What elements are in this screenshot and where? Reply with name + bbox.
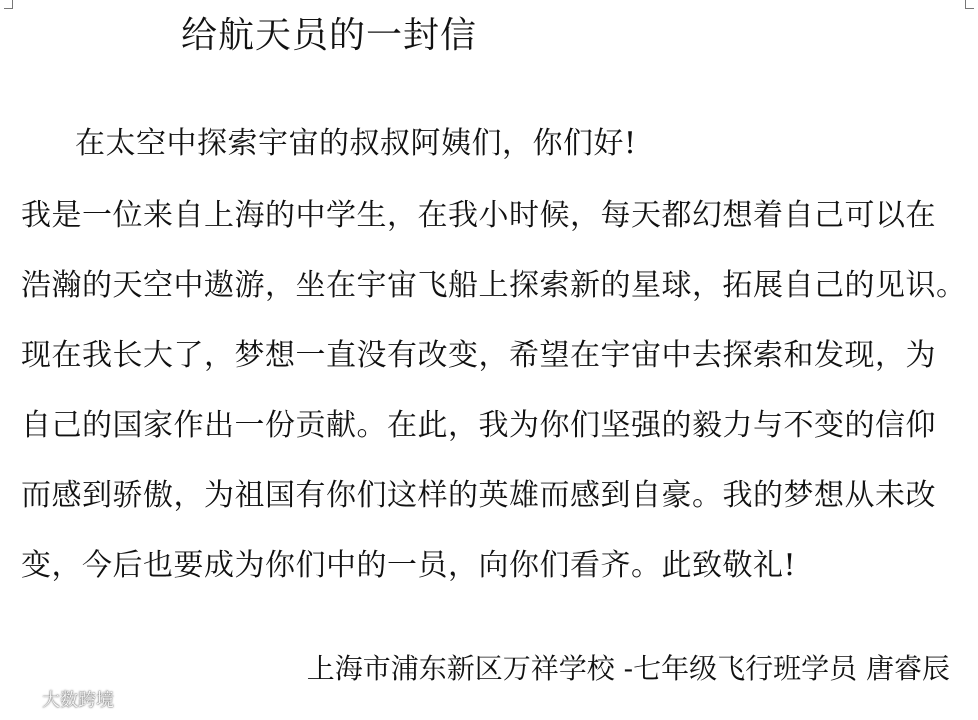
letter-body-line: 自己的国家作出一份贡献。在此，我为你们坚强的毅力与不变的信仰 bbox=[21, 408, 936, 443]
watermark bbox=[8, 690, 114, 712]
watermark-logo-icon bbox=[8, 691, 38, 711]
crop-mark-left bbox=[4, 0, 13, 9]
letter-body-line: 现在我长大了，梦想一直没有改变，希望在宇宙中去探索和发现，为 bbox=[21, 338, 936, 373]
letter-title: 给航天员的一封信 bbox=[181, 15, 478, 56]
letter-body-line: 而感到骄傲，为祖国有你们这样的英雄而感到自豪。我的梦想从未改 bbox=[21, 478, 936, 513]
letter-greeting: 在太空中探索宇宙的叔叔阿姨们，你们好! bbox=[75, 126, 637, 161]
letter-body-line: 浩瀚的天空中遨游，坐在宇宙飞船上探索新的星球，拓展自己的见识。 bbox=[21, 268, 967, 303]
letter-signature: 上海市浦东新区万祥学校 -七年级飞行班学员 唐睿辰 bbox=[306, 652, 950, 685]
letter-body-line: 变，今后也要成为你们中的一员，向你们看齐。此致敬礼! bbox=[21, 548, 797, 583]
crop-mark-right bbox=[965, 0, 974, 9]
watermark-text: 大数跨境 bbox=[42, 690, 114, 711]
letter-body-line: 我是一位来自上海的中学生，在我小时候，每天都幻想着自己可以在 bbox=[21, 198, 936, 233]
